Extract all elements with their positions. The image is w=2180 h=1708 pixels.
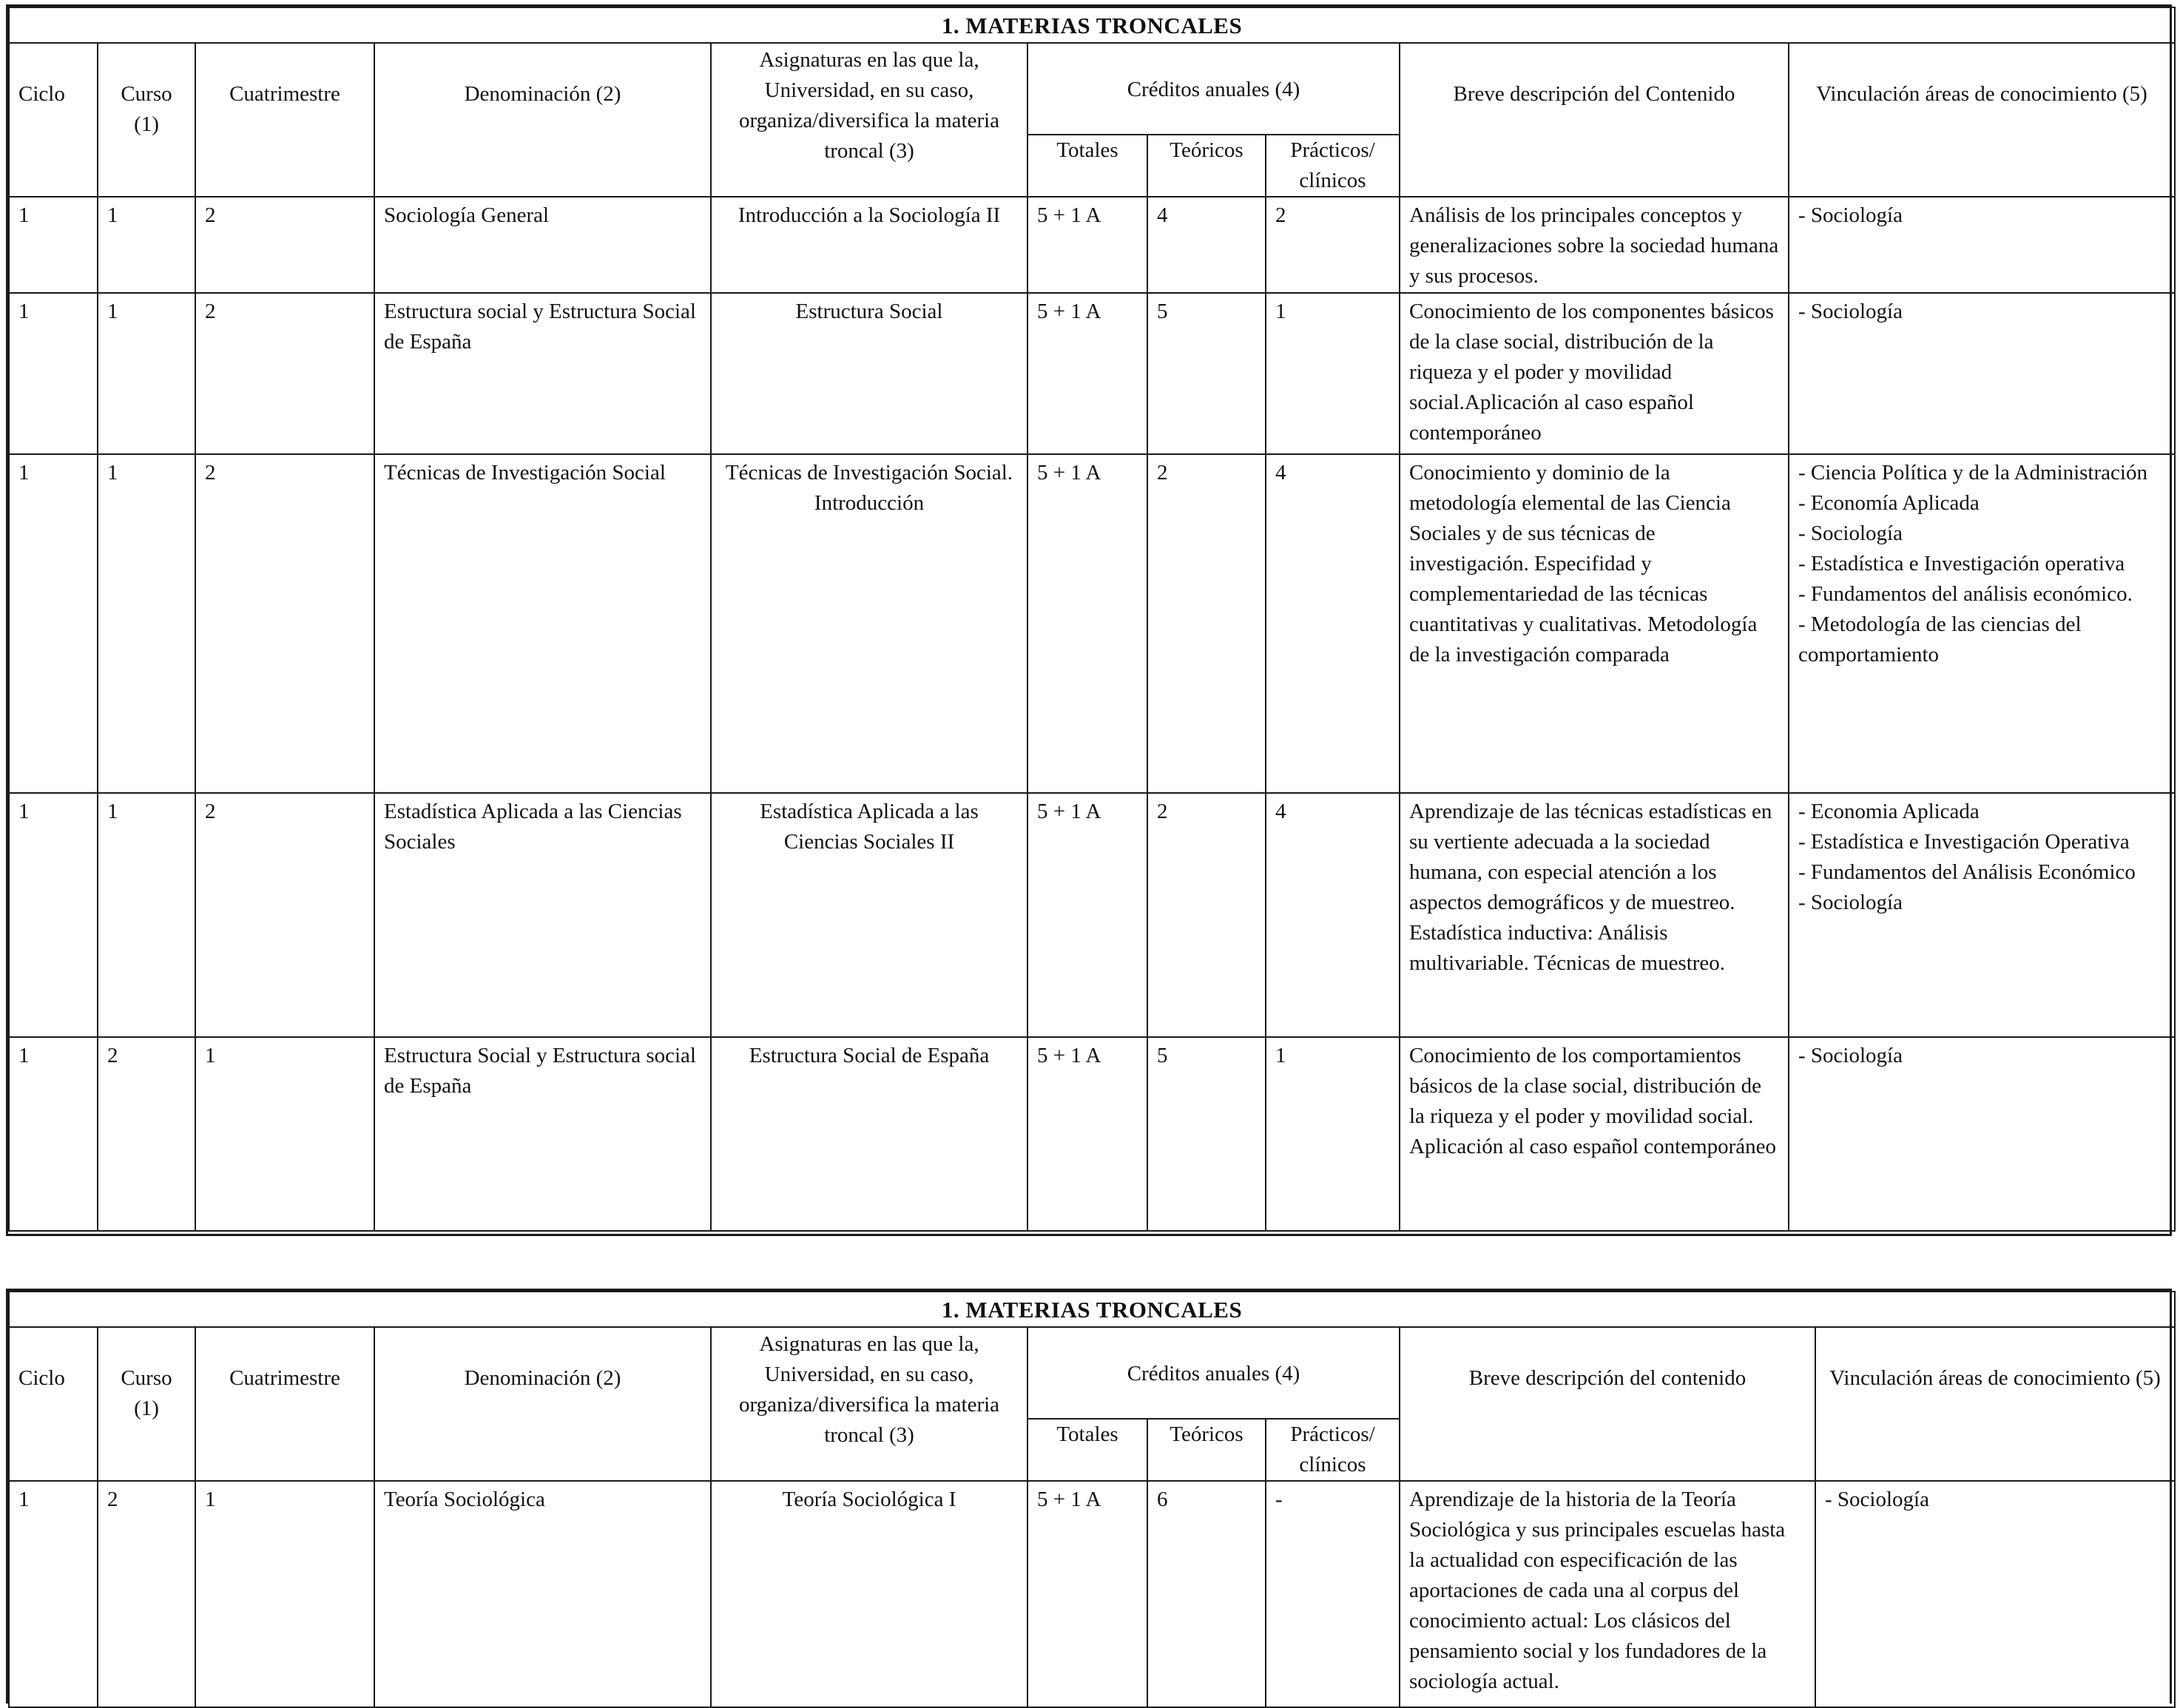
cell-ciclo: 1 [9, 1037, 98, 1231]
header-denominacion: Denominación (2) [374, 1327, 711, 1481]
header-totales: Totales [1027, 135, 1147, 197]
cell-cuatrimestre: 2 [195, 197, 374, 293]
cell-curso: 1 [98, 793, 195, 1037]
cell-totales: 5 + 1 A [1027, 793, 1147, 1037]
header-vinculacion: Vinculación áreas de conocimiento (5) [1789, 43, 2175, 197]
cell-ciclo: 1 [9, 197, 98, 293]
cell-cuatrimestre: 1 [195, 1481, 374, 1707]
cell-descripcion: Análisis de los principales conceptos y generalizaciones sobre la sociedad humana y sus procesos. [1400, 197, 1789, 293]
cell-areas [1815, 1481, 2175, 1707]
cell-ciclo: 1 [9, 454, 98, 793]
area-item: - Economia Aplicada [1798, 800, 1980, 823]
cell-practicos: 1 [1266, 1037, 1400, 1231]
cell-areas [1789, 454, 2175, 793]
header-descripcion: Breve descripción del Contenido [1400, 43, 1789, 197]
cell-ciclo: 1 [9, 293, 98, 454]
cell-teoricos: 2 [1147, 793, 1266, 1037]
header-practicos: Prácticos/ clínicos [1266, 135, 1400, 197]
area-item: - Estadística e Investigación Operativa [1798, 830, 2130, 854]
table-row [9, 293, 2175, 454]
cell-descripcion: Aprendizaje de las técnicas estadísticas en su vertiente adecuada a la sociedad humana, con especial atención a los aspectos demográficos y de muestreo. Estadística inductiva: Análisis multivariable. Técnicas de muestreo. [1400, 793, 1789, 1037]
area-item: - Fundamentos del análisis económico. [1798, 582, 2133, 606]
header-cuatrimestre: Cuatrimestre [195, 43, 374, 197]
cell-asignaturas: Estadística Aplicada a las Ciencias Sociales II [711, 793, 1027, 1037]
header-vinculacion: Vinculación áreas de conocimiento (5) [1815, 1327, 2175, 1481]
header-cuatrimestre: Cuatrimestre [195, 1327, 374, 1481]
materias-troncales-table-1 [6, 4, 2172, 1236]
cell-teoricos: 5 [1147, 1037, 1266, 1231]
cell-areas [1789, 793, 2175, 1037]
cell-teoricos: 4 [1147, 197, 1266, 293]
area-item: - Metodología de las ciencias del comportamiento [1798, 612, 2082, 666]
header-teoricos: Teóricos [1147, 1419, 1266, 1481]
materias-troncales-table-2 [6, 1289, 2172, 1704]
header-curso: Curso (1) [98, 1327, 195, 1481]
cell-denominacion: Sociología General [374, 197, 711, 293]
cell-areas [1789, 1037, 2175, 1231]
table-2 [8, 1291, 2176, 1708]
cell-totales: 5 + 1 A [1027, 1037, 1147, 1231]
header-denominacion: Denominación (2) [374, 43, 711, 197]
cell-asignaturas: Técnicas de Investigación Social. Introducción [711, 454, 1027, 793]
area-item: - Sociología [1798, 203, 1903, 227]
cell-asignaturas: Teoría Sociológica I [711, 1481, 1027, 1707]
cell-denominacion: Estructura social y Estructura Social de España [374, 293, 711, 454]
table-row [9, 1037, 2175, 1231]
header-creditos-anuales: Créditos anuales (4) [1027, 1327, 1400, 1419]
cell-denominacion: Estructura Social y Estructura social de España [374, 1037, 711, 1231]
header-practicos: Prácticos/ clínicos [1266, 1419, 1400, 1481]
table-title: 1. MATERIAS TRONCALES [9, 7, 2175, 43]
cell-curso: 2 [98, 1037, 195, 1231]
cell-practicos: 4 [1266, 454, 1400, 793]
area-item: - Estadística e Investigación operativa [1798, 552, 2125, 575]
header-ciclo: Ciclo [9, 1327, 98, 1481]
table-row [9, 197, 2175, 293]
cell-asignaturas: Estructura Social de España [711, 1037, 1027, 1231]
cell-ciclo: 1 [9, 1481, 98, 1707]
table-1 [8, 7, 2176, 1232]
table-title: 1. MATERIAS TRONCALES [9, 1292, 2175, 1327]
cell-descripcion: Conocimiento de los comportamientos básicos de la clase social, distribución de la riqueza y el poder y movilidad social. Aplicación al caso español contemporáneo [1400, 1037, 1789, 1231]
area-item: - Sociología [1825, 1488, 1929, 1511]
header-curso: Curso (1) [98, 43, 195, 197]
cell-descripcion: Aprendizaje de la historia de la Teoría Sociológica y sus principales escuelas hasta la actualidad con especificación de las aportaciones de cada una al corpus del conocimiento actual: Los clásicos del pensamiento social y los fundadores de la sociología actual. [1400, 1481, 1815, 1707]
area-item: - Fundamentos del Análisis Económico [1798, 860, 2136, 884]
cell-totales: 5 + 1 A [1027, 1481, 1147, 1707]
cell-cuatrimestre: 2 [195, 293, 374, 454]
cell-areas [1789, 293, 2175, 454]
cell-practicos: - [1266, 1481, 1400, 1707]
cell-curso: 2 [98, 1481, 195, 1707]
cell-cuatrimestre: 1 [195, 1037, 374, 1231]
cell-areas [1789, 197, 2175, 293]
cell-denominacion: Técnicas de Investigación Social [374, 454, 711, 793]
cell-practicos: 1 [1266, 293, 1400, 454]
cell-denominacion: Estadística Aplicada a las Ciencias Sociales [374, 793, 711, 1037]
area-item: - Sociología [1798, 1044, 1903, 1067]
header-teoricos: Teóricos [1147, 135, 1266, 197]
cell-curso: 1 [98, 454, 195, 793]
header-descripcion: Breve descripción del contenido [1400, 1327, 1815, 1481]
cell-denominacion: Teoría Sociológica [374, 1481, 711, 1707]
cell-practicos: 2 [1266, 197, 1400, 293]
cell-ciclo: 1 [9, 793, 98, 1037]
area-item: - Sociología [1798, 521, 1903, 545]
header-asignaturas: Asignaturas en las que la, Universidad, en su caso, organiza/diversifica la materia troncal (3) [711, 43, 1027, 197]
cell-asignaturas: Estructura Social [711, 293, 1027, 454]
cell-curso: 1 [98, 197, 195, 293]
cell-totales: 5 + 1 A [1027, 197, 1147, 293]
area-item: - Sociología [1798, 300, 1903, 323]
cell-cuatrimestre: 2 [195, 454, 374, 793]
header-ciclo: Ciclo [9, 43, 98, 197]
header-totales: Totales [1027, 1419, 1147, 1481]
cell-asignaturas: Introducción a la Sociología II [711, 197, 1027, 293]
cell-descripcion: Conocimiento de los componentes básicos de la clase social, distribución de la riqueza y el poder y movilidad social.Aplicación al caso español contemporáneo [1400, 293, 1789, 454]
cell-teoricos: 6 [1147, 1481, 1266, 1707]
cell-descripcion: Conocimiento y dominio de la metodología elemental de las Ciencia Sociales y de sus técnicas de investigación. Especifidad y complementariedad de las técnicas cuantitativas y cualitativas. Metodología de la investigación comparada [1400, 454, 1789, 793]
cell-practicos: 4 [1266, 793, 1400, 1037]
area-item: - Ciencia Política y de la Administración [1798, 461, 2147, 485]
cell-teoricos: 2 [1147, 454, 1266, 793]
area-item: - Sociología [1798, 891, 1903, 914]
header-asignaturas: Asignaturas en las que la, Universidad, en su caso, organiza/diversifica la materia troncal (3) [711, 1327, 1027, 1481]
cell-teoricos: 5 [1147, 293, 1266, 454]
area-item: - Economía Aplicada [1798, 491, 1980, 515]
table-row [9, 793, 2175, 1037]
cell-cuatrimestre: 2 [195, 793, 374, 1037]
table-row [9, 454, 2175, 793]
header-creditos-anuales: Créditos anuales (4) [1027, 43, 1400, 135]
table-row [9, 1481, 2175, 1707]
cell-totales: 5 + 1 A [1027, 293, 1147, 454]
cell-curso: 1 [98, 293, 195, 454]
cell-totales: 5 + 1 A [1027, 454, 1147, 793]
